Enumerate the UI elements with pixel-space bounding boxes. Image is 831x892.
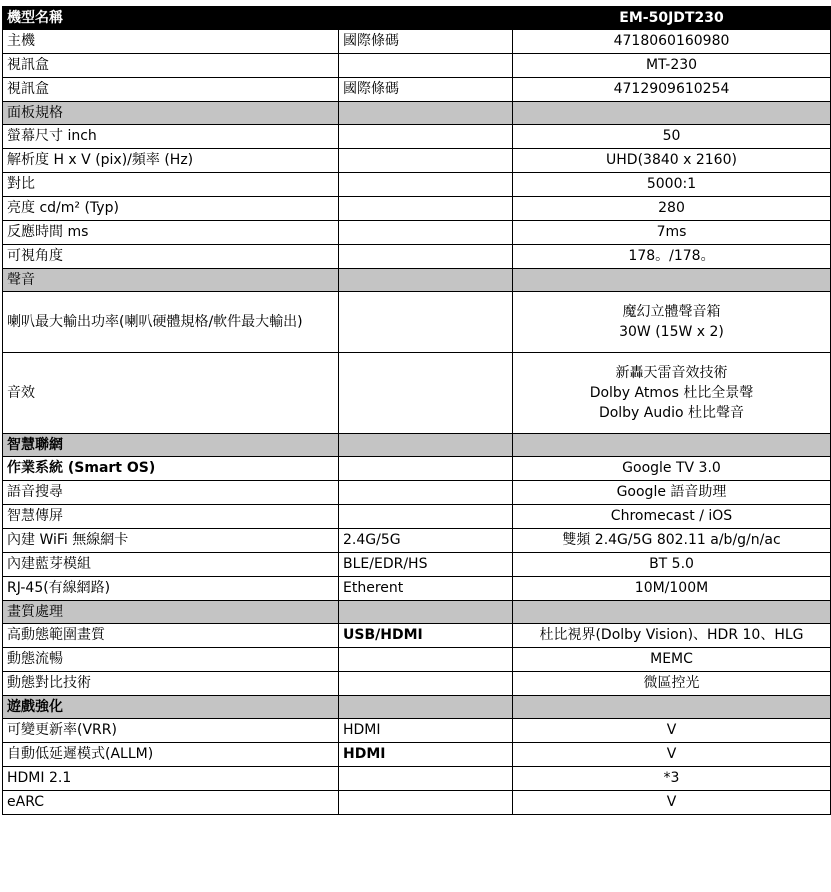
spec-row (3, 78, 831, 102)
spec-interface (339, 292, 513, 353)
spec-value-line: Dolby Audio 杜比聲音 (598, 405, 745, 422)
spec-row (3, 577, 831, 601)
spec-value-line: 微區控光 (643, 675, 700, 692)
spec-value-line: 雙頻 2.4G/5G 802.11 a/b/g/n/ac (562, 532, 781, 549)
spec-row (3, 553, 831, 577)
section-header-row (3, 269, 831, 292)
spec-interface (339, 173, 513, 197)
section-spacer (513, 269, 831, 292)
spec-label: 反應時間 ms (3, 221, 339, 245)
spec-interface (339, 457, 513, 481)
spec-label: 智慧傳屏 (3, 505, 339, 529)
spec-value (513, 245, 831, 269)
spec-row (3, 791, 831, 815)
spec-value-line: Google 語音助理 (616, 484, 727, 501)
spec-interface (339, 245, 513, 269)
spec-value (513, 553, 831, 577)
spec-value-line: 30W (15W x 2) (619, 324, 724, 340)
spec-value (513, 173, 831, 197)
spec-row (3, 221, 831, 245)
section-spacer (339, 102, 513, 125)
spec-row (3, 54, 831, 78)
spec-row (3, 245, 831, 269)
spec-row (3, 743, 831, 767)
spec-interface (339, 648, 513, 672)
spec-interface (339, 505, 513, 529)
spec-value (513, 125, 831, 149)
spec-value (513, 221, 831, 245)
spec-row (3, 149, 831, 173)
spec-label: eARC (3, 791, 339, 815)
spec-row (3, 481, 831, 505)
spec-label: 視訊盒 (3, 78, 339, 102)
spec-value (513, 672, 831, 696)
spec-label: 解析度 H x V (pix)/頻率 (Hz) (3, 149, 339, 173)
spec-row (3, 353, 831, 434)
spec-interface: HDMI (339, 743, 513, 767)
spec-value (513, 791, 831, 815)
spec-value (513, 78, 831, 102)
section-header-row (3, 102, 831, 125)
section-title: 智慧聯網 (3, 434, 339, 457)
spec-value-line: UHD(3840 x 2160) (606, 152, 737, 169)
spec-interface: Etherent (339, 577, 513, 601)
spec-value-line: MEMC (650, 651, 693, 668)
spec-row (3, 672, 831, 696)
spec-row (3, 292, 831, 353)
spec-value-line: 5000:1 (646, 176, 697, 193)
spec-row (3, 767, 831, 791)
spec-row (3, 125, 831, 149)
spec-value-line: 280 (658, 200, 685, 217)
spec-label: 可視角度 (3, 245, 339, 269)
spec-value-line: 7ms (656, 224, 687, 241)
spec-value (513, 481, 831, 505)
spec-value (513, 30, 831, 54)
spec-value-line: Dolby Atmos 杜比全景聲 (589, 384, 754, 401)
spec-value-line: V (666, 746, 677, 763)
spec-value-line: Chromecast / iOS (610, 508, 733, 525)
spec-label: 自動低延遲模式(ALLM) (3, 743, 339, 767)
spec-value-line: 178。/178。 (628, 248, 715, 265)
spec-value-line: *3 (663, 770, 680, 787)
spec-row (3, 624, 831, 648)
spec-value (513, 292, 831, 353)
spec-table-body (3, 7, 831, 815)
spec-value-line: 50 (662, 128, 681, 145)
spec-label: 動態流暢 (3, 648, 339, 672)
spec-interface (339, 149, 513, 173)
spec-label: 亮度 cd/m² (Typ) (3, 197, 339, 221)
section-header-row (3, 696, 831, 719)
spec-interface (339, 767, 513, 791)
spec-interface (339, 221, 513, 245)
spec-value-line: 10M/100M (634, 580, 709, 597)
section-header-row (3, 434, 831, 457)
spec-row (3, 30, 831, 54)
spec-label: 音效 (3, 353, 339, 434)
spec-row (3, 648, 831, 672)
section-header-row (3, 601, 831, 624)
spec-table (2, 6, 831, 815)
model-name-value: EM-50JDT230 (513, 7, 831, 30)
spec-interface (339, 197, 513, 221)
spec-label: 動態對比技術 (3, 672, 339, 696)
spec-value (513, 529, 831, 553)
section-spacer (513, 601, 831, 624)
section-title: 面板規格 (3, 102, 339, 125)
spec-label: 作業系統 (Smart OS) (3, 457, 339, 481)
header-row (3, 7, 831, 30)
spec-label: 可變更新率(VRR) (3, 719, 339, 743)
spec-value (513, 54, 831, 78)
spec-row (3, 529, 831, 553)
spec-value (513, 197, 831, 221)
spec-row (3, 457, 831, 481)
section-title: 遊戲強化 (3, 696, 339, 719)
section-spacer (513, 696, 831, 719)
spec-row (3, 173, 831, 197)
section-title: 聲音 (3, 269, 339, 292)
spec-label: 高動態範圍畫質 (3, 624, 339, 648)
spec-interface (339, 125, 513, 149)
spec-value-line: 4712909610254 (613, 81, 730, 98)
section-spacer (339, 601, 513, 624)
spec-value (513, 719, 831, 743)
spec-interface (339, 672, 513, 696)
spec-interface: USB/HDMI (339, 624, 513, 648)
section-spacer (339, 696, 513, 719)
section-spacer (339, 434, 513, 457)
spec-value-line: 魔幻立體聲音箱 (622, 303, 721, 320)
spec-value-line: MT-230 (645, 57, 698, 74)
spec-label: 螢幕尺寸 inch (3, 125, 339, 149)
spec-value (513, 353, 831, 434)
spec-value (513, 767, 831, 791)
spec-value-line: 4718060160980 (613, 33, 730, 50)
spec-interface (339, 54, 513, 78)
spec-label: 對比 (3, 173, 339, 197)
spec-value-line: 杜比視界(Dolby Vision)、HDR 10、HLG (539, 627, 804, 644)
spec-label: 視訊盒 (3, 54, 339, 78)
spec-interface: 2.4G/5G (339, 529, 513, 553)
spec-value (513, 149, 831, 173)
spec-interface: HDMI (339, 719, 513, 743)
spec-label: 喇叭最大輸出功率(喇叭硬體規格/軟件最大輸出) (3, 292, 339, 353)
spec-interface: 國際條碼 (339, 78, 513, 102)
spec-value (513, 505, 831, 529)
spec-interface (339, 353, 513, 434)
spec-interface (339, 481, 513, 505)
spec-interface: BLE/EDR/HS (339, 553, 513, 577)
spec-value-line: 新轟天雷音效技術 (615, 364, 728, 381)
spec-row (3, 197, 831, 221)
spec-label: 語音搜尋 (3, 481, 339, 505)
spec-value-line: Google TV 3.0 (622, 460, 721, 477)
spec-label: 主機 (3, 30, 339, 54)
spec-value-line: V (666, 794, 677, 811)
model-name-label: 機型名稱 (3, 7, 513, 30)
spec-value (513, 457, 831, 481)
spec-label: HDMI 2.1 (3, 767, 339, 791)
spec-value (513, 743, 831, 767)
section-spacer (513, 102, 831, 125)
spec-value-line: V (666, 722, 677, 739)
spec-label: 內建 WiFi 無線網卡 (3, 529, 339, 553)
spec-interface (339, 791, 513, 815)
spec-value-line: BT 5.0 (649, 556, 694, 573)
spec-value (513, 577, 831, 601)
spec-row (3, 719, 831, 743)
section-spacer (339, 269, 513, 292)
spec-label: 內建藍芽模組 (3, 553, 339, 577)
spec-row (3, 505, 831, 529)
spec-value (513, 624, 831, 648)
section-spacer (513, 434, 831, 457)
section-title: 畫質處理 (3, 601, 339, 624)
spec-value (513, 648, 831, 672)
spec-interface: 國際條碼 (339, 30, 513, 54)
spec-label: RJ-45(有線網路) (3, 577, 339, 601)
